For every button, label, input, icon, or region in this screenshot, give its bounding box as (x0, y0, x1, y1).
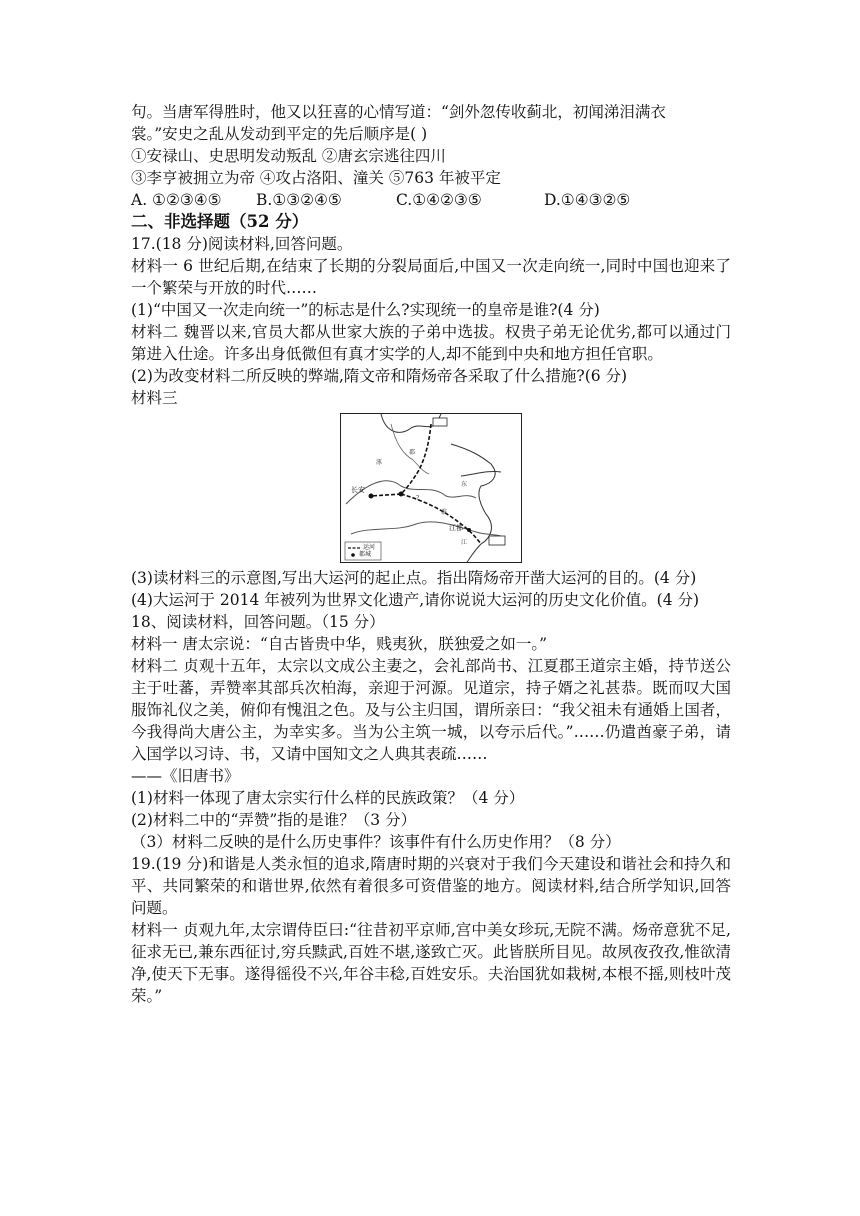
map-legend-capital: 都城 (359, 551, 372, 558)
q19-intro: 19.(19 分)和谐是人类永恒的追求,隋唐时期的兴衰对于我们今天建设和谐社会和持久和平、共同繁荣的和谐世界,依然有着很多可资借鉴的地方。阅读材料,结合所学知识,回答问题。 (131, 855, 731, 917)
q18-question-3: （3）材料二反映的是什么历史事件？该事件有什么历史作用？（8 分） (131, 833, 621, 851)
svg-text:东: 东 (461, 481, 468, 488)
coastline (381, 414, 441, 432)
q17-material-3-label: 材料三 (131, 389, 178, 407)
map-label-changan: 长安 (351, 486, 365, 494)
q16-text-line-2: 裳。”安史之乱从发动到平定的先后顺序是( ) (131, 125, 428, 143)
svg-text:?: ? (416, 495, 420, 502)
q17-question-2: (2)为改变材料二所反映的弊端,隋文帝和隋炀帝各采取了什么措施?(6 分) (131, 367, 628, 385)
q16-item-line-1: ①安禄山、史思明发动叛乱 ②唐玄宗逃往四川 (131, 147, 446, 165)
section-heading: 二、非选择题（52 分） (131, 212, 309, 231)
q17-intro: 17.(18 分)阅读材料,回答问题。 (131, 235, 353, 253)
option-c[interactable]: C.①④②③⑤ (396, 191, 482, 209)
q18-source: ——《旧唐书》 (131, 767, 240, 785)
q16-item-line-2: ③李亨被拥立为帝 ④攻占洛阳、潼关 ⑤763 年被平定 (131, 169, 501, 187)
map-label-jiangdu: 江都 (449, 524, 463, 532)
q17-material-1: 材料一 6 世纪后期,在结束了长期的分裂局面后,中国又一次走向统一,同时中国也迎来了一个繁荣与开放的时代…… (131, 257, 731, 297)
q17-question-4: (4)大运河于 2014 年被列为世界文化遗产,请你说说大运河的历史文化价值。(4 分) (131, 591, 700, 609)
map-legend-canal: 运河 (363, 544, 376, 551)
coast-east (451, 444, 495, 562)
luoyang-dot (399, 492, 404, 497)
svg-text:淮: 淮 (441, 509, 448, 516)
svg-text:涿: 涿 (376, 459, 383, 466)
jiangdu-dot (467, 528, 471, 532)
svg-text:江: 江 (461, 539, 468, 546)
q18-question-1: (1)材料一体现了唐太宗实行什么样的民族政策？（4 分） (131, 789, 525, 807)
yellow-river (346, 481, 476, 504)
svg-text:郡: 郡 (409, 449, 416, 456)
q17-material-2: 材料二 魏晋以来,官员大都从世家大族的子弟中选拔。权贵子弟无论优劣,都可以通过门第进入仕途。许多出身低微但有真才实学的人,却不能到中央和地方担任官职。 (131, 323, 731, 363)
map-svg (341, 414, 521, 562)
exam-content (131, 101, 731, 1007)
q18-intro: 18、阅读材料，回答问题。（15 分） (131, 613, 385, 631)
option-b[interactable]: B.①③②④⑤ (256, 191, 342, 209)
q18-material-1: 材料一 唐太宗说：“自古皆贵中华，贱夷狄，朕独爱之如一。” (131, 635, 548, 653)
q16-options (131, 189, 731, 211)
q17-question-3: (3)读材料三的示意图,写出大运河的起止点。指出隋炀帝开凿大运河的目的。(4 分) (131, 569, 697, 587)
blank-box-south (489, 536, 505, 545)
grand-canal-map-wrap (131, 413, 731, 563)
changan-dot (369, 494, 374, 499)
yangtze-river (351, 522, 501, 536)
blank-box-north (433, 418, 447, 426)
q18-question-2: (2)材料二中的“弄赞”指的是谁？（3 分） (131, 811, 417, 829)
q18-material-2: 材料二 贞观十五年，太宗以文成公主妻之，会礼部尚书、江夏郡王道宗主婚，持节送公主于吐蕃，弄赞率其部兵次柏海，亲迎于河源。见道宗，持子婿之礼甚恭。既而叹大国服饰礼仪之美，俯仰有愧沮之色。及与公主归国，谓所亲曰：“我父祖未有通婚上国者，今我得尚大唐公主，为幸实多。当为公主筑一城，以夸示后代。”……仍遣酋豪子弟，请入国学以习诗、书，又请中国知文之人典其表疏…… (131, 657, 731, 763)
q19-material-1: 材料一 贞观九年,太宗谓侍臣曰:“往昔初平京师,宫中美女珍玩,无院不满。炀帝意犹不足,征求无已,兼东西征讨,穷兵黩武,百姓不堪,遂致亡灭。此皆朕所目见。故夙夜孜孜,惟欲清净,使天下无事。遂得徭役不兴,年谷丰稔,百姓安乐。夫治国犹如栽树,本根不摇,则枝叶茂荣。” (131, 921, 731, 1005)
q16-text-line-1: 句。当唐军得胜时，他又以狂喜的心情写道：“剑外忽传收蓟北，初闻涕泪满衣 (131, 103, 666, 121)
option-d[interactable]: D.①④③②⑤ (544, 191, 631, 209)
q17-question-1: (1)“中国又一次走向统一”的标志是什么?实现统一的皇帝是谁?(4 分) (131, 301, 600, 319)
grand-canal-map (340, 413, 522, 563)
option-a[interactable]: A. ①②③④⑤ (131, 191, 222, 209)
